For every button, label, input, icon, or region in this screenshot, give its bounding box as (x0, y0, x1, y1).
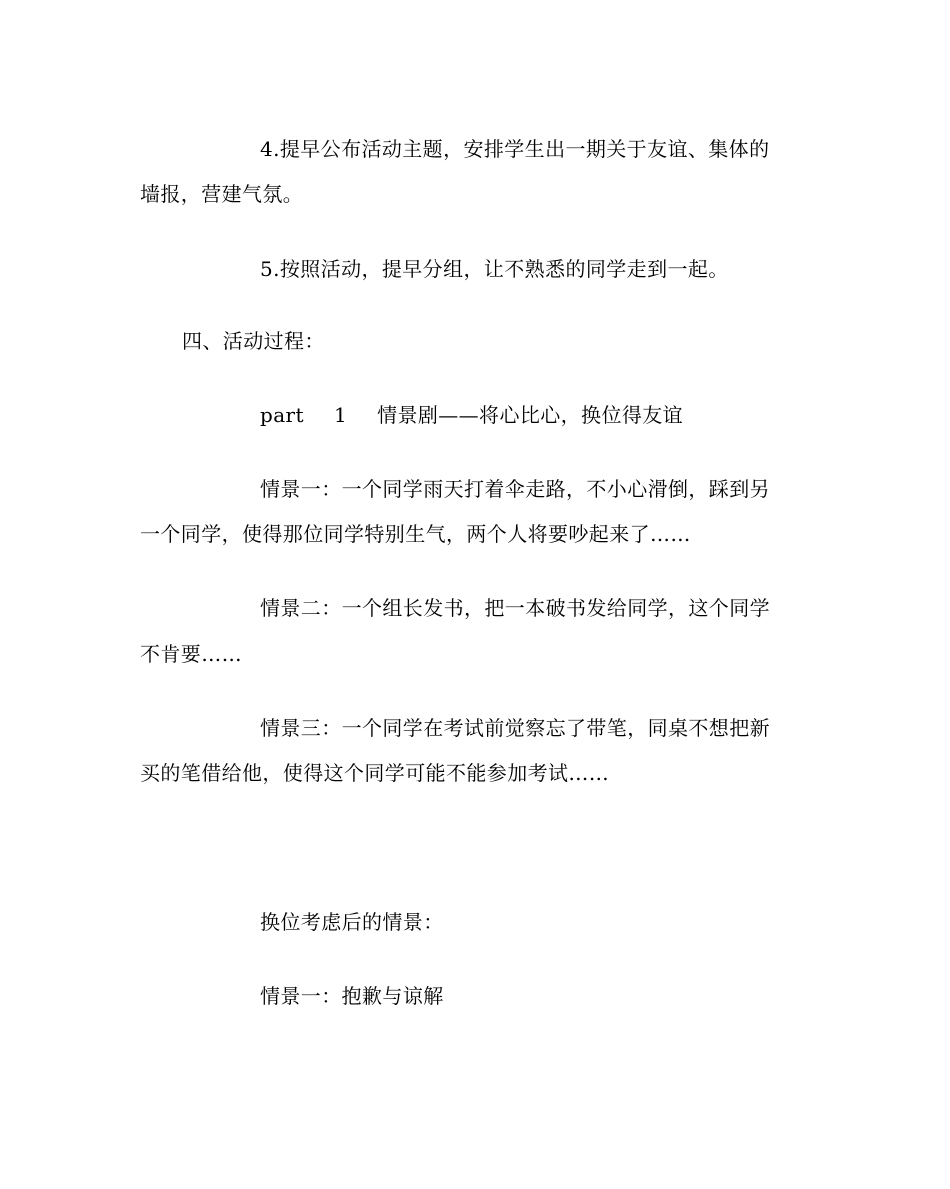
section-4-heading: 四、活动过程： (182, 329, 325, 353)
paragraph-4-line-1: 4.提早公布活动主题，安排学生出一期关于友谊、集体的 (260, 137, 770, 161)
scene-3-line-2: 买的笔借给他，使得这个同学可能不能参加考试…… (140, 761, 610, 785)
paragraph-5: 5.按照活动，提早分组，让不熟悉的同学走到一起。 (260, 257, 729, 281)
part-label: part (260, 403, 304, 427)
part-1-heading (260, 403, 683, 427)
paragraph-4-line-2: 墙报，营建气氛。 (140, 182, 304, 206)
scene-1-line-2: 一个同学，使得那位同学特别生气，两个人将要吵起来了…… (140, 522, 691, 546)
part-number: 1 (333, 403, 348, 427)
scene-2-line-1: 情景二：一个组长发书，把一本破书发给同学，这个同学 (260, 596, 770, 620)
after-swap-heading: 换位考虑后的情景： (260, 910, 444, 934)
part-title: 情景剧——将心比心，换位得友谊 (377, 403, 684, 427)
scene-3-line-1: 情景三：一个同学在考试前觉察忘了带笔，同桌不想把新 (260, 716, 770, 740)
scene-2-line-2: 不肯要…… (140, 642, 242, 666)
after-scene-1: 情景一：抱歉与谅解 (260, 984, 444, 1008)
scene-1-line-1: 情景一：一个同学雨天打着伞走路，不小心滑倒，踩到另 (260, 477, 770, 501)
